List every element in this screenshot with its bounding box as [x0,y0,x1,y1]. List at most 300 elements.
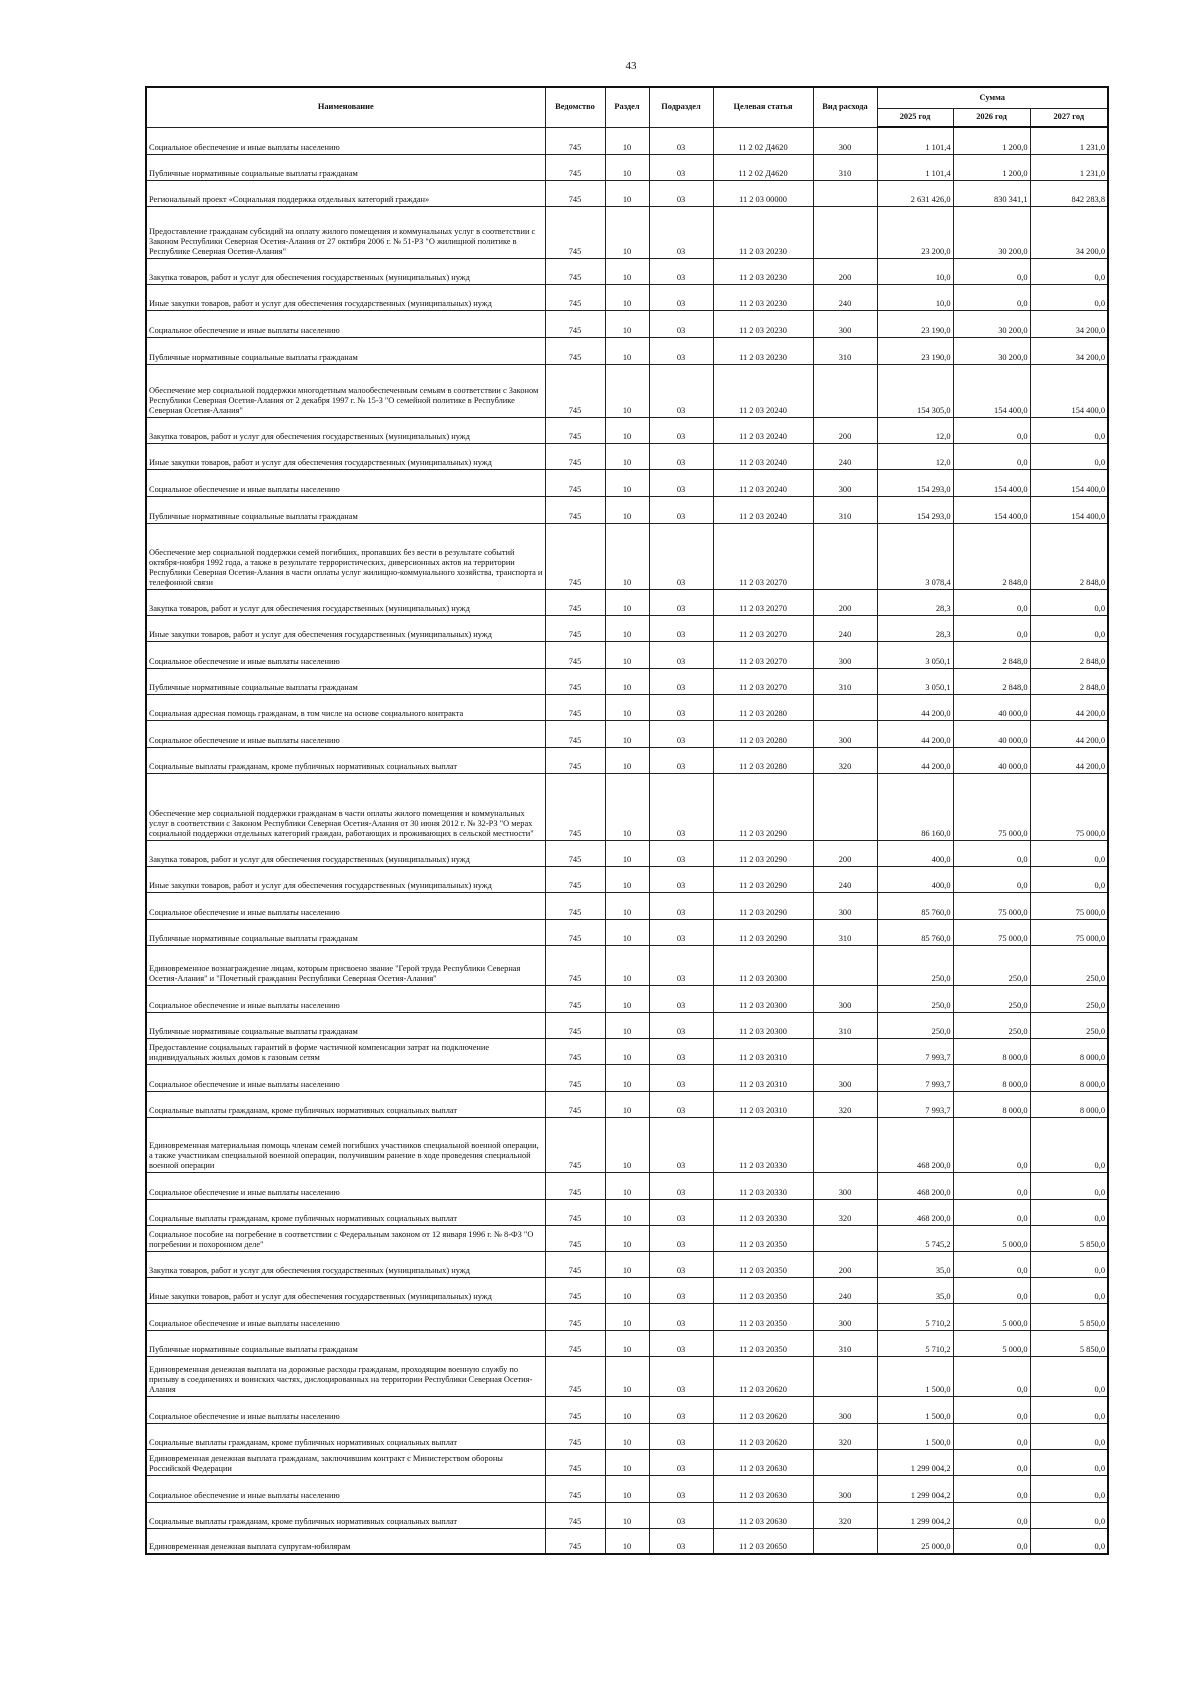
row-department: 745 [545,206,605,258]
row-name: Социальное обеспечение и иные выплаты населению [146,641,545,668]
row-section: 10 [605,206,649,258]
row-target-item: 11 2 03 20230 [713,206,813,258]
row-department: 745 [545,866,605,892]
row-sum-2026: 250,0 [953,945,1030,985]
row-subsection: 03 [649,694,713,720]
row-sum-2027: 0,0 [1030,258,1108,284]
row-target-item: 11 2 03 20630 [713,1502,813,1528]
row-sum-2025: 2 631 426,0 [877,180,953,206]
row-subsection: 03 [649,919,713,945]
row-name: Социальное обеспечение и иные выплаты населению [146,1172,545,1199]
row-name: Иные закупки товаров, работ и услуг для обеспечения государственных (муниципальных) нужд [146,284,545,310]
row-section: 10 [605,1502,649,1528]
row-department: 745 [545,1172,605,1199]
row-subsection: 03 [649,945,713,985]
row-department: 745 [545,310,605,337]
row-sum-2027: 8 000,0 [1030,1091,1108,1117]
row-department: 745 [545,615,605,641]
row-department: 745 [545,127,605,154]
row-sum-2026: 40 000,0 [953,747,1030,773]
row-sum-2025: 1 299 004,2 [877,1449,953,1475]
header-year-2027: 2027 год [1030,108,1108,127]
row-expense-type: 310 [813,668,877,694]
row-sum-2025: 23 190,0 [877,337,953,364]
table-row [146,469,1108,496]
row-department: 745 [545,589,605,615]
row-expense-type [813,773,877,840]
row-expense-type: 320 [813,747,877,773]
row-expense-type: 300 [813,1172,877,1199]
row-expense-type: 300 [813,310,877,337]
header-target-item: Целевая статья [713,87,813,127]
row-section: 10 [605,1356,649,1396]
row-name: Иные закупки товаров, работ и услуг для обеспечения государственных (муниципальных) нужд [146,443,545,469]
header-expense-type: Вид расхода [813,87,877,127]
row-section: 10 [605,1277,649,1303]
row-sum-2025: 250,0 [877,945,953,985]
row-name: Социальное обеспечение и иные выплаты населению [146,985,545,1012]
row-name: Закупка товаров, работ и услуг для обеспечения государственных (муниципальных) нужд [146,589,545,615]
table-row [146,919,1108,945]
row-section: 10 [605,443,649,469]
row-sum-2027: 250,0 [1030,985,1108,1012]
row-target-item: 11 2 03 20270 [713,615,813,641]
row-sum-2027: 44 200,0 [1030,747,1108,773]
row-name: Публичные нормативные социальные выплаты гражданам [146,1012,545,1038]
row-department: 745 [545,985,605,1012]
row-sum-2025: 250,0 [877,985,953,1012]
row-name: Единовременная денежная выплата супругам-юбилярам [146,1528,545,1554]
table-row [146,1475,1108,1502]
row-sum-2026: 0,0 [953,1199,1030,1225]
table-row [146,694,1108,720]
row-name: Социальное обеспечение и иные выплаты населению [146,1396,545,1423]
row-expense-type: 310 [813,1012,877,1038]
table-row [146,523,1108,589]
row-sum-2025: 35,0 [877,1277,953,1303]
row-sum-2026: 1 200,0 [953,154,1030,180]
row-sum-2025: 1 500,0 [877,1356,953,1396]
row-target-item: 11 2 03 20240 [713,469,813,496]
row-sum-2027: 34 200,0 [1030,310,1108,337]
row-department: 745 [545,641,605,668]
row-section: 10 [605,1251,649,1277]
row-subsection: 03 [649,1064,713,1091]
row-target-item: 11 2 03 20270 [713,523,813,589]
row-department: 745 [545,154,605,180]
table-row [146,1038,1108,1064]
row-target-item: 11 2 02 Д4620 [713,127,813,154]
row-section: 10 [605,866,649,892]
row-sum-2026: 0,0 [953,1449,1030,1475]
row-name: Публичные нормативные социальные выплаты гражданам [146,496,545,523]
row-expense-type: 310 [813,337,877,364]
row-expense-type [813,1117,877,1172]
row-sum-2027: 0,0 [1030,1423,1108,1449]
row-expense-type: 240 [813,284,877,310]
row-section: 10 [605,919,649,945]
row-name: Публичные нормативные социальные выплаты гражданам [146,337,545,364]
row-expense-type: 320 [813,1502,877,1528]
row-sum-2027: 8 000,0 [1030,1064,1108,1091]
row-subsection: 03 [649,1330,713,1356]
row-name: Социальное обеспечение и иные выплаты населению [146,720,545,747]
row-department: 745 [545,258,605,284]
row-sum-2025: 23 200,0 [877,206,953,258]
row-subsection: 03 [649,523,713,589]
row-subsection: 03 [649,641,713,668]
row-expense-type: 310 [813,919,877,945]
table-row [146,284,1108,310]
row-name: Обеспечение мер социальной поддержки гражданам в части оплаты жилого помещения и коммунальных услуг в соответствии с Законом Республики Северная Осетия-Алания от 30 июня 2012 г. № 32-РЗ "О мерах социальной поддержки отдельных категорий граждан, работающих и проживающих в сельской местности" [146,773,545,840]
row-target-item: 11 2 03 20350 [713,1225,813,1251]
row-department: 745 [545,1251,605,1277]
row-sum-2027: 5 850,0 [1030,1330,1108,1356]
row-section: 10 [605,694,649,720]
row-sum-2025: 1 101,4 [877,127,953,154]
row-department: 745 [545,1012,605,1038]
table-row [146,945,1108,985]
table-row [146,1012,1108,1038]
row-sum-2025: 1 299 004,2 [877,1475,953,1502]
row-section: 10 [605,337,649,364]
row-department: 745 [545,1038,605,1064]
row-sum-2025: 10,0 [877,284,953,310]
row-department: 745 [545,337,605,364]
row-section: 10 [605,180,649,206]
row-subsection: 03 [649,258,713,284]
row-target-item: 11 2 03 20230 [713,284,813,310]
row-sum-2027: 250,0 [1030,1012,1108,1038]
row-department: 745 [545,1303,605,1330]
row-sum-2026: 0,0 [953,1172,1030,1199]
row-sum-2026: 250,0 [953,1012,1030,1038]
row-sum-2025: 154 293,0 [877,496,953,523]
row-name: Предоставление социальных гарантий в форме частичной компенсации затрат на подключение индивидуальных жилых домов к газовым сетям [146,1038,545,1064]
row-target-item: 11 2 03 20230 [713,310,813,337]
row-target-item: 11 2 03 20300 [713,945,813,985]
row-sum-2025: 25 000,0 [877,1528,953,1554]
row-target-item: 11 2 03 20310 [713,1038,813,1064]
header-department: Ведомство [545,87,605,127]
table-row [146,892,1108,919]
row-expense-type [813,945,877,985]
row-subsection: 03 [649,1277,713,1303]
row-sum-2025: 44 200,0 [877,720,953,747]
table-row [146,496,1108,523]
row-subsection: 03 [649,337,713,364]
row-subsection: 03 [649,1528,713,1554]
row-section: 10 [605,615,649,641]
row-sum-2025: 10,0 [877,258,953,284]
table-row [146,641,1108,668]
row-subsection: 03 [649,1038,713,1064]
row-sum-2026: 30 200,0 [953,206,1030,258]
row-name: Социальное обеспечение и иные выплаты населению [146,310,545,337]
row-subsection: 03 [649,892,713,919]
row-subsection: 03 [649,840,713,866]
row-sum-2027: 0,0 [1030,1502,1108,1528]
row-sum-2025: 154 305,0 [877,364,953,417]
row-sum-2026: 0,0 [953,1396,1030,1423]
page-number: 43 [625,60,637,72]
row-sum-2026: 0,0 [953,258,1030,284]
table-row [146,668,1108,694]
row-department: 745 [545,417,605,443]
row-sum-2026: 0,0 [953,443,1030,469]
row-sum-2026: 0,0 [953,1251,1030,1277]
table-row [146,1396,1108,1423]
row-department: 745 [545,840,605,866]
row-name: Социальное обеспечение и иные выплаты населению [146,892,545,919]
row-target-item: 11 2 03 20620 [713,1356,813,1396]
row-target-item: 11 2 03 20620 [713,1396,813,1423]
row-sum-2026: 0,0 [953,417,1030,443]
row-department: 745 [545,523,605,589]
row-section: 10 [605,892,649,919]
table-row [146,1303,1108,1330]
row-sum-2025: 3 050,1 [877,641,953,668]
table-row [146,1502,1108,1528]
row-department: 745 [545,1091,605,1117]
table-row [146,154,1108,180]
row-sum-2027: 75 000,0 [1030,892,1108,919]
row-sum-2026: 1 200,0 [953,127,1030,154]
row-name: Обеспечение мер социальной поддержки многодетным малообеспеченным семьям в соответствии с Законом Республики Северная Осетия-Алания от 2 декабря 1997 г. № 15-З "О семейной политике в Республике Северная Осетия-Алания" [146,364,545,417]
row-name: Социальные выплаты гражданам, кроме публичных нормативных социальных выплат [146,1199,545,1225]
row-sum-2025: 1 500,0 [877,1423,953,1449]
row-section: 10 [605,1012,649,1038]
table-row [146,1528,1108,1554]
row-department: 745 [545,1449,605,1475]
row-department: 745 [545,443,605,469]
row-sum-2027: 154 400,0 [1030,469,1108,496]
row-section: 10 [605,1303,649,1330]
row-expense-type: 240 [813,615,877,641]
row-name: Социальные выплаты гражданам, кроме публичных нормативных социальных выплат [146,1091,545,1117]
row-department: 745 [545,747,605,773]
row-sum-2025: 5 745,2 [877,1225,953,1251]
table-row [146,1251,1108,1277]
row-subsection: 03 [649,1172,713,1199]
row-sum-2026: 0,0 [953,1356,1030,1396]
row-target-item: 11 2 03 20300 [713,1012,813,1038]
row-sum-2027: 75 000,0 [1030,919,1108,945]
row-sum-2025: 3 050,1 [877,668,953,694]
row-expense-type: 200 [813,840,877,866]
row-sum-2027: 842 283,8 [1030,180,1108,206]
row-sum-2026: 8 000,0 [953,1091,1030,1117]
row-subsection: 03 [649,1199,713,1225]
row-name: Закупка товаров, работ и услуг для обеспечения государственных (муниципальных) нужд [146,840,545,866]
row-sum-2027: 0,0 [1030,1172,1108,1199]
header-name: Наименование [146,87,545,127]
row-department: 745 [545,773,605,840]
row-sum-2025: 85 760,0 [877,892,953,919]
row-sum-2027: 34 200,0 [1030,206,1108,258]
row-sum-2027: 75 000,0 [1030,773,1108,840]
row-sum-2026: 0,0 [953,284,1030,310]
table-row [146,1356,1108,1396]
row-department: 745 [545,1356,605,1396]
row-expense-type: 200 [813,258,877,284]
row-target-item: 11 2 03 20350 [713,1303,813,1330]
row-section: 10 [605,469,649,496]
row-sum-2026: 8 000,0 [953,1064,1030,1091]
row-name: Социальные выплаты гражданам, кроме публичных нормативных социальных выплат [146,1423,545,1449]
table-row [146,443,1108,469]
table-row [146,1064,1108,1091]
row-name: Социальные выплаты гражданам, кроме публичных нормативных социальных выплат [146,747,545,773]
row-sum-2027: 0,0 [1030,866,1108,892]
table-row [146,206,1108,258]
row-sum-2026: 8 000,0 [953,1038,1030,1064]
row-subsection: 03 [649,1117,713,1172]
row-expense-type: 300 [813,1064,877,1091]
row-expense-type: 200 [813,417,877,443]
row-target-item: 11 2 03 20300 [713,985,813,1012]
row-sum-2027: 0,0 [1030,615,1108,641]
row-sum-2025: 1 500,0 [877,1396,953,1423]
table-body [146,127,1108,1554]
table-row [146,337,1108,364]
row-section: 10 [605,668,649,694]
row-name: Региональный проект «Социальная поддержка отдельных категорий граждан» [146,180,545,206]
row-section: 10 [605,945,649,985]
row-expense-type: 300 [813,1475,877,1502]
table-row [146,1225,1108,1251]
row-expense-type [813,523,877,589]
row-expense-type: 310 [813,496,877,523]
row-section: 10 [605,1475,649,1502]
row-sum-2025: 400,0 [877,866,953,892]
row-subsection: 03 [649,310,713,337]
table-row [146,180,1108,206]
row-sum-2025: 12,0 [877,443,953,469]
row-section: 10 [605,720,649,747]
table-row [146,1117,1108,1172]
row-expense-type: 320 [813,1091,877,1117]
row-section: 10 [605,154,649,180]
row-sum-2026: 30 200,0 [953,310,1030,337]
header-subsection: Подраздел [649,87,713,127]
row-subsection: 03 [649,469,713,496]
row-sum-2027: 0,0 [1030,417,1108,443]
row-section: 10 [605,747,649,773]
row-name: Обеспечение мер социальной поддержки семей погибших, пропавших без вести в результате событий октября-ноября 1992 года, а также в результате террористических, диверсионных актов на территории Республики Северная Осетия-Алания в части оплаты услуг жилищно-коммунального хозяйства, транспорта и телефонной связи [146,523,545,589]
row-section: 10 [605,1396,649,1423]
row-sum-2026: 154 400,0 [953,364,1030,417]
row-sum-2025: 468 200,0 [877,1199,953,1225]
row-sum-2026: 154 400,0 [953,496,1030,523]
row-target-item: 11 2 03 20290 [713,866,813,892]
row-subsection: 03 [649,496,713,523]
row-sum-2025: 44 200,0 [877,694,953,720]
header-section: Раздел [605,87,649,127]
row-expense-type [813,1225,877,1251]
row-sum-2025: 23 190,0 [877,310,953,337]
row-sum-2027: 0,0 [1030,1117,1108,1172]
row-department: 745 [545,892,605,919]
row-section: 10 [605,1199,649,1225]
row-name: Иные закупки товаров, работ и услуг для обеспечения государственных (муниципальных) нужд [146,1277,545,1303]
row-name: Социальная адресная помощь гражданам, в том числе на основе социального контракта [146,694,545,720]
row-sum-2027: 0,0 [1030,1251,1108,1277]
row-name: Закупка товаров, работ и услуг для обеспечения государственных (муниципальных) нужд [146,1251,545,1277]
row-target-item: 11 2 03 20240 [713,443,813,469]
row-name: Социальное обеспечение и иные выплаты населению [146,469,545,496]
row-sum-2026: 2 848,0 [953,641,1030,668]
row-target-item: 11 2 03 20650 [713,1528,813,1554]
row-target-item: 11 2 03 20290 [713,840,813,866]
row-sum-2026: 0,0 [953,1502,1030,1528]
row-name: Социальное обеспечение и иные выплаты населению [146,1303,545,1330]
row-subsection: 03 [649,127,713,154]
row-sum-2027: 0,0 [1030,589,1108,615]
row-expense-type [813,694,877,720]
table-row [146,589,1108,615]
row-sum-2027: 0,0 [1030,1475,1108,1502]
row-name: Единовременная денежная выплата гражданам, заключившим контракт с Министерством обороны Российской Федерации [146,1449,545,1475]
row-target-item: 11 2 03 20290 [713,892,813,919]
row-sum-2026: 0,0 [953,1423,1030,1449]
row-expense-type: 320 [813,1199,877,1225]
row-expense-type: 300 [813,985,877,1012]
table-row [146,720,1108,747]
row-sum-2025: 44 200,0 [877,747,953,773]
row-section: 10 [605,523,649,589]
row-name: Предоставление гражданам субсидий на оплату жилого помещения и коммунальных услуг в соответствии с Законом Республики Северная Осетия-Алания от 27 октября 2006 г. № 51-РЗ "О жилищной политике в Республике Северная Осетия-Алания" [146,206,545,258]
row-subsection: 03 [649,443,713,469]
row-section: 10 [605,1117,649,1172]
row-name: Единовременная денежная выплата на дорожные расходы гражданам, проходящим военную службу по призыву в соединениях и воинских частях, дислоцированных на территории Республики Северная Осетия-Алания [146,1356,545,1396]
table-row [146,1172,1108,1199]
row-expense-type: 300 [813,1396,877,1423]
row-subsection: 03 [649,364,713,417]
row-section: 10 [605,1091,649,1117]
row-target-item: 11 2 03 20630 [713,1475,813,1502]
row-sum-2025: 154 293,0 [877,469,953,496]
row-subsection: 03 [649,1091,713,1117]
row-sum-2025: 1 101,4 [877,154,953,180]
row-sum-2026: 0,0 [953,615,1030,641]
row-target-item: 11 2 03 20350 [713,1251,813,1277]
row-subsection: 03 [649,154,713,180]
row-subsection: 03 [649,985,713,1012]
row-sum-2026: 0,0 [953,589,1030,615]
row-sum-2027: 0,0 [1030,1528,1108,1554]
row-name: Публичные нормативные социальные выплаты гражданам [146,154,545,180]
row-name: Социальное пособие на погребение в соответствии с Федеральным законом от 12 января 1996 г. № 8-ФЗ "О погребении и похоронном деле" [146,1225,545,1251]
row-subsection: 03 [649,720,713,747]
table-row [146,985,1108,1012]
row-subsection: 03 [649,1449,713,1475]
table-row [146,1330,1108,1356]
row-sum-2027: 44 200,0 [1030,694,1108,720]
row-expense-type: 300 [813,892,877,919]
row-subsection: 03 [649,1225,713,1251]
row-expense-type: 300 [813,127,877,154]
row-subsection: 03 [649,1396,713,1423]
row-sum-2026: 40 000,0 [953,694,1030,720]
row-sum-2027: 0,0 [1030,840,1108,866]
row-target-item: 11 2 03 20240 [713,496,813,523]
row-expense-type [813,180,877,206]
row-sum-2025: 35,0 [877,1251,953,1277]
row-subsection: 03 [649,747,713,773]
row-target-item: 11 2 03 20240 [713,364,813,417]
row-target-item: 11 2 03 20230 [713,258,813,284]
